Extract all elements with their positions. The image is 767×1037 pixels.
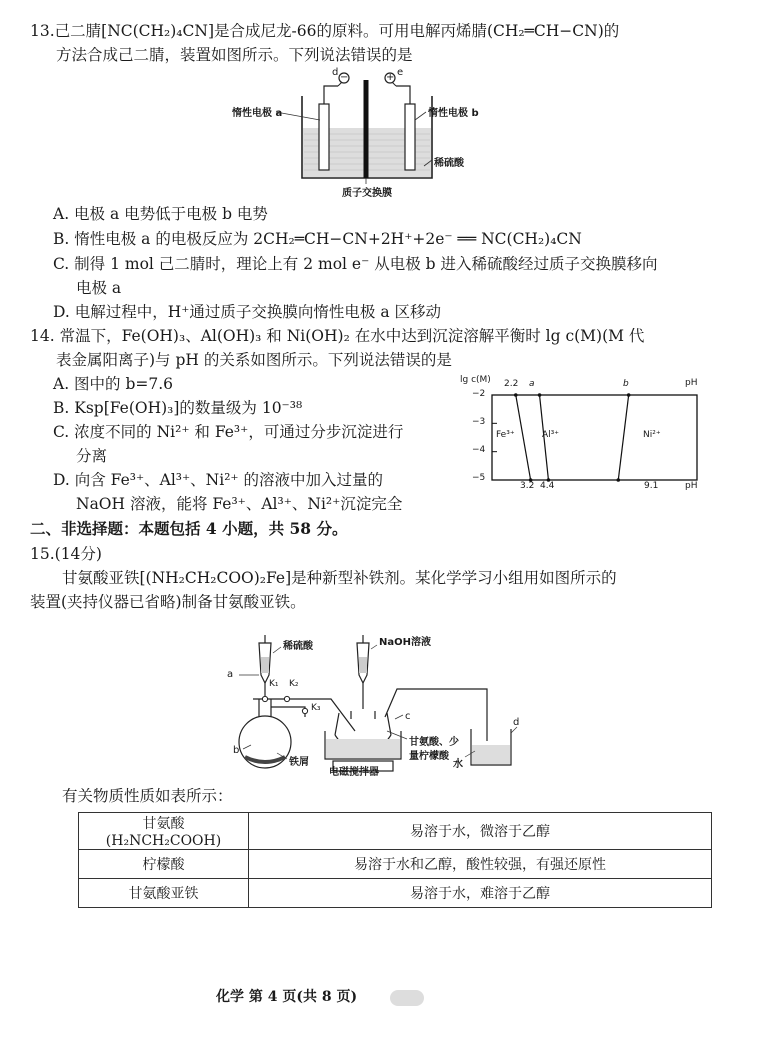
series-line [516, 395, 531, 480]
label-water: 水 [453, 759, 463, 770]
q15-stem-line2: 装置(夹持仪器已省略)制备甘氨酸亚铁。 [30, 593, 306, 611]
watermark-icon [390, 990, 424, 1006]
electrode-a [319, 104, 329, 170]
label-a: a [227, 669, 234, 680]
electrode-b [405, 104, 415, 170]
section2-heading: 二、非选择题：本题包括 4 小题，共 58 分。 [30, 519, 348, 538]
electrolysis-figure [232, 68, 512, 200]
label-b: b [233, 745, 240, 756]
y-tick-label: −4 [472, 445, 486, 455]
q13-option-c-line1: C. 制得 1 mol 己二腈时，理论上有 2 mol e⁻ 从电极 b 进入稀硫酸经过质子交换膜移向 [53, 255, 658, 273]
label-mixture-line1: 甘氨酸、少 [409, 737, 459, 748]
apparatus-figure [225, 627, 525, 777]
q15-number: 15.(14分) [30, 545, 102, 563]
label-plus: + [386, 72, 395, 83]
label-dilute-acid: 稀硫酸 [283, 641, 313, 652]
label-mixture-line2: 量柠檬酸 [409, 751, 449, 762]
data-point [514, 393, 518, 397]
data-point [627, 393, 631, 397]
property-cell: 易溶于水，微溶于乙醇 [249, 813, 712, 850]
q15-stem-line1: 甘氨酸亚铁[(NH₂CH₂COO)₂Fe]是种新型补铁剂。某化学学习小组用如图所示的 [62, 569, 617, 587]
q13-option-a: A. 电极 a 电势低于电极 b 电势 [53, 205, 268, 223]
series-label-al: Al³⁺ [542, 430, 560, 440]
table-intro: 有关物质性质如表所示： [62, 787, 233, 805]
q14-option-d-line1: D. 向含 Fe³⁺、Al³⁺、Ni²⁺ 的溶液中加入过量的 [53, 471, 384, 489]
bottom-tick-label: 3.2 [520, 481, 535, 491]
bottom-tick-label: 9.1 [644, 481, 659, 491]
y-tick-label: −2 [472, 389, 486, 399]
label-k2: K₂ [289, 679, 299, 689]
label-naoh: NaOH溶液 [379, 637, 431, 648]
label-membrane: 质子交换膜 [342, 188, 392, 199]
solubility-chart [460, 375, 710, 500]
top-tick-label: 2.2 [504, 379, 519, 389]
y-tick-label: −5 [472, 473, 486, 483]
q13-option-b: B. 惰性电极 a 的电极反应为 2CH₂═CH−CN+2H⁺+2e⁻ ══ NC(CH₂)₄CN [53, 230, 582, 248]
series-label-ni: Ni²⁺ [643, 430, 661, 440]
label-minus: − [340, 72, 349, 83]
label-d: d [332, 67, 339, 78]
y-tick-label: −3 [472, 417, 486, 427]
q14-stem-line2: 表金属阳离子)与 pH 的关系如图所示。下列说法错误的是 [56, 351, 452, 369]
label-k3: K₃ [311, 703, 321, 713]
label-electrode-a: 惰性电极 a [232, 108, 283, 119]
apparatus-diagram [225, 627, 525, 777]
page-footer: 化学 第 4 页(共 8 页) [216, 989, 358, 1005]
k3-branch [271, 707, 305, 717]
bottom-tick-label: 4.4 [540, 481, 555, 491]
substance-cell: 柠檬酸 [79, 850, 249, 879]
label-c: c [405, 711, 411, 722]
label-electrode-b: 惰性电极 b [428, 108, 479, 119]
x-axis-label-bottom: pH [685, 481, 698, 491]
q14-option-a: A. 图中的 b=7.6 [53, 375, 174, 393]
property-cell: 易溶于水，难溶于乙醇 [249, 879, 712, 908]
q14-option-c-line2: 分离 [76, 447, 108, 465]
electrolysis-diagram [232, 68, 512, 200]
q13-stem-line2: 方法合成己二腈，装置如图所示。下列说法错误的是 [56, 46, 413, 64]
q13-stem-line1: 13.己二腈[NC(CH₂)₄CN]是合成尼龙-66的原料。可用电解丙烯腈(CH₂═CH−CN)的 [30, 22, 620, 40]
table-row [79, 813, 712, 850]
properties-table [78, 812, 712, 908]
table-row [79, 879, 712, 908]
substance-cell: 甘氨酸(H₂NCH₂COOH) [79, 813, 249, 850]
x-axis-label-top: pH [685, 378, 698, 388]
label-d: d [513, 717, 520, 728]
q14-option-b: B. Ksp[Fe(OH)₃]的数量级为 10⁻³⁸ [53, 399, 303, 417]
label-acid: 稀硫酸 [434, 158, 464, 169]
substance-cell: 甘氨酸亚铁 [79, 879, 249, 908]
label-e: e [397, 67, 404, 78]
q14-option-d-line2: NaOH 溶液，能将 Fe³⁺、Al³⁺、Ni²⁺沉淀完全 [76, 495, 403, 513]
table-row [79, 850, 712, 879]
series-label-fe: Fe³⁺ [496, 430, 515, 440]
q13-option-d: D. 电解过程中，H⁺通过质子交换膜向惰性电极 a 区移动 [53, 303, 442, 321]
top-tick-label: a [529, 379, 535, 389]
q14-stem-line1: 14. 常温下，Fe(OH)₃、Al(OH)₃ 和 Ni(OH)₂ 在水中达到沉淀溶解平衡时 lg c(M)(M 代 [30, 327, 645, 345]
label-k1: K₁ [269, 679, 279, 689]
data-point [538, 393, 542, 397]
q14-option-c-line1: C. 浓度不同的 Ni²⁺ 和 Fe³⁺，可通过分步沉淀进行 [53, 423, 404, 441]
label-stirrer: 电磁搅拌器 [329, 767, 379, 778]
y-axis-label: lg c(M) [460, 375, 491, 385]
data-point [616, 478, 620, 482]
top-tick-label: b [623, 379, 629, 389]
q13-option-c-line2: 电极 a [76, 279, 122, 297]
property-cell: 易溶于水和乙醇，酸性较强，有强还原性 [249, 850, 712, 879]
label-iron: 铁屑 [289, 757, 309, 768]
series-line [618, 395, 628, 480]
